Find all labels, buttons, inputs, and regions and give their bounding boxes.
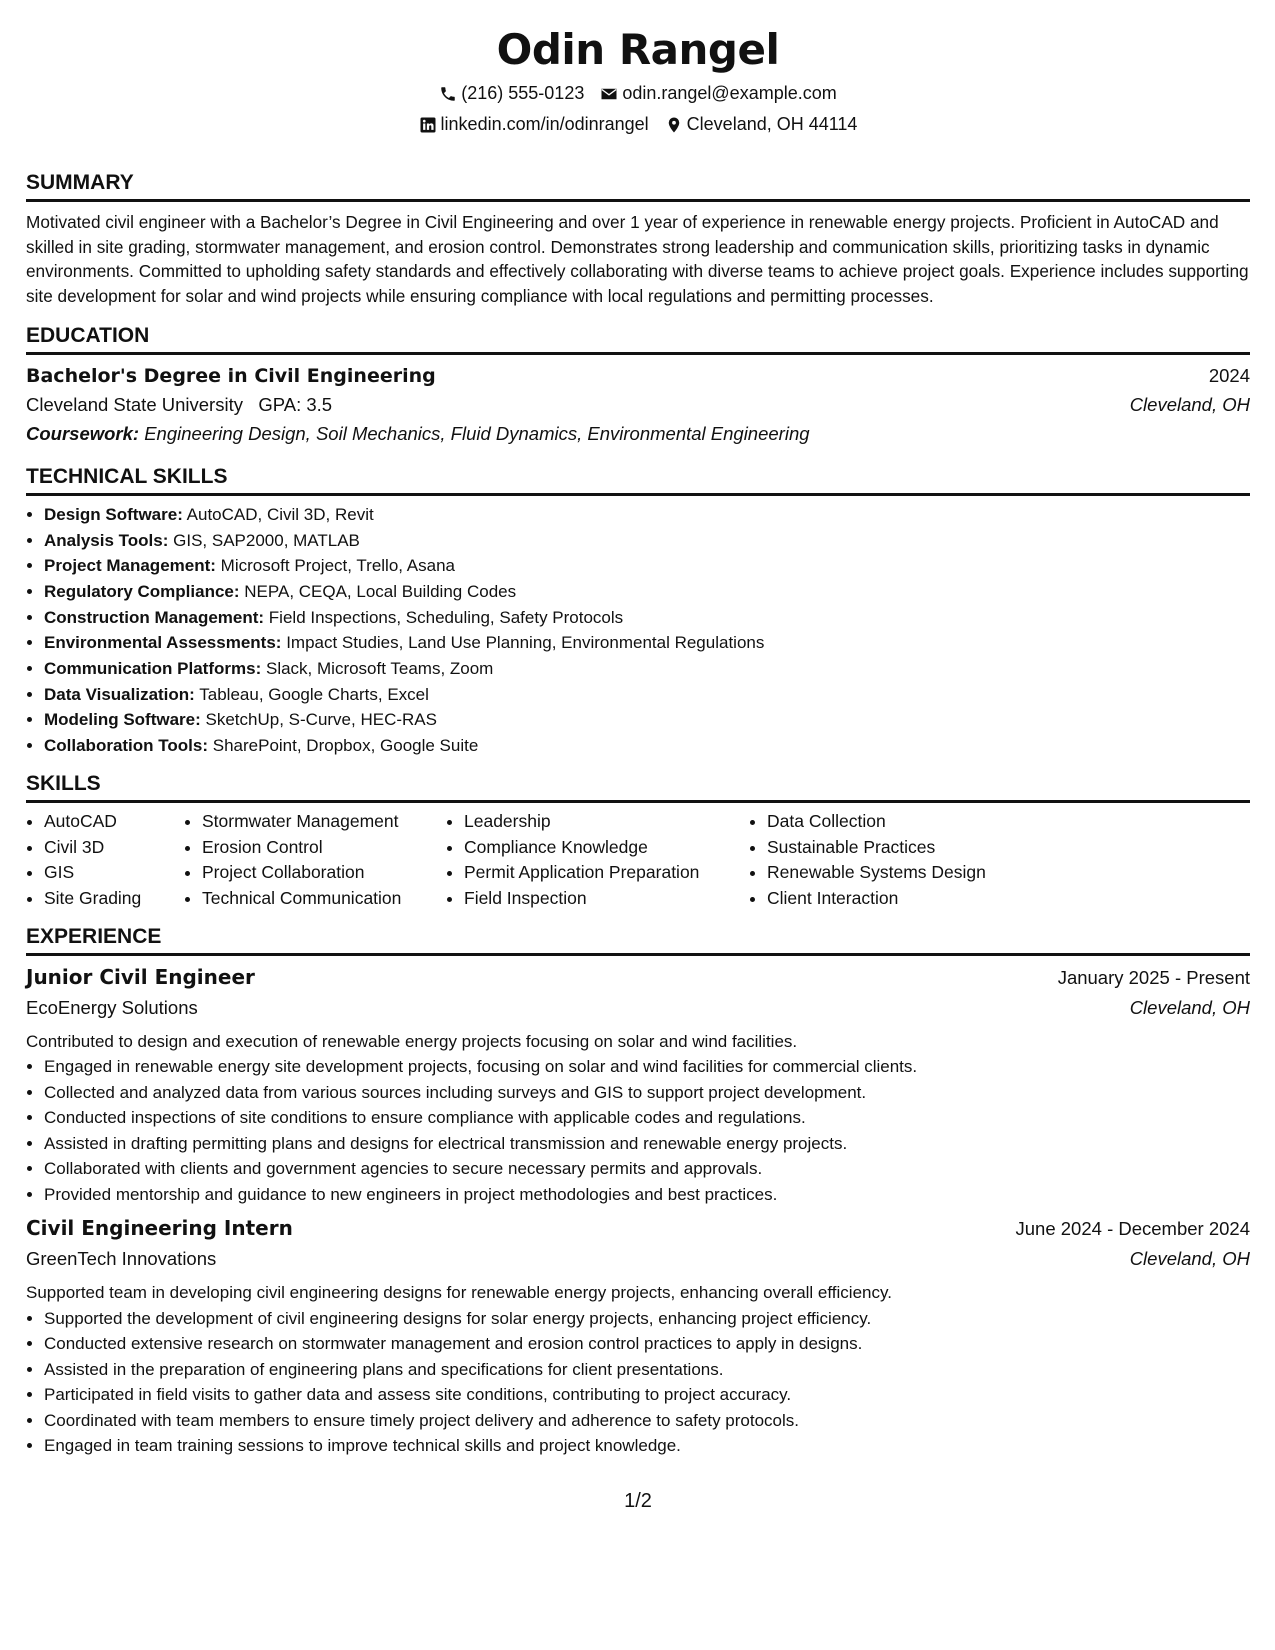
list-item: • Participated in field visits to gather data and assess site conditions, contributing to project accuracy.	[44, 1382, 1250, 1408]
summary-text: Motivated civil engineer with a Bachelor’s Degree in Civil Engineering and over 1 year of experience in renewable energy projects. Proficient in AutoCAD and skilled in site grading, stormwater management, and erosion control. Demonstrates strong leadership and communication skills, prioritizing tasks in dynamic environments. Committed to upholding safety standards and effectively collaborating with diverse teams to achieve project goals. Experience includes supporting site development for solar and wind projects while ensuring compliance with local regulations and permitting processes.	[26, 212, 1249, 307]
skill-values: NEPA, CEQA, Local Building Codes	[244, 581, 517, 601]
email-text: odin.rangel@example.com	[622, 83, 837, 103]
education-heading: EDUCATION	[26, 323, 1250, 355]
skill-category: Design Software:	[44, 504, 183, 524]
skill-category: Communication Platforms:	[44, 659, 262, 679]
technical-skills-list	[26, 502, 1250, 759]
skills-column-3	[446, 809, 749, 912]
job-description: Supported team in developing civil engineering designs for renewable energy projects, enhancing overall efficiency.	[26, 1283, 892, 1303]
education-row-1	[26, 362, 1250, 390]
email-contact[interactable]	[600, 78, 836, 109]
list-item: • Assisted in drafting permitting plans and designs for electrical transmission and renewable energy projects.	[44, 1131, 1250, 1157]
list-item: • Conducted extensive research on stormwater management and erosion control practices to apply in designs.	[44, 1331, 1250, 1357]
skill-category: Data Visualization:	[44, 684, 195, 704]
list-item: • Field Inspection	[464, 886, 749, 912]
list-item: • Engaged in renewable energy site development projects, focusing on solar and wind facilities for commercial clients.	[44, 1054, 1250, 1080]
job-description: Contributed to design and execution of renewable energy projects focusing on solar and wind facilities.	[26, 1031, 798, 1051]
list-item	[44, 656, 1250, 682]
envelope-icon	[600, 85, 618, 103]
location-contact	[665, 109, 858, 140]
coursework-line	[26, 419, 1250, 449]
list-item: • Technical Communication	[202, 886, 446, 912]
list-item: • Project Collaboration	[202, 860, 446, 886]
list-item: • Site Grading	[44, 886, 184, 912]
skill-values: Impact Studies, Land Use Planning, Environmental Regulations	[286, 633, 765, 653]
linkedin-contact[interactable]	[419, 109, 649, 140]
gpa: GPA: 3.5	[258, 393, 333, 415]
job-location: Cleveland, OH	[1129, 996, 1250, 1018]
job-company-row	[26, 993, 1250, 1023]
summary-heading: SUMMARY	[26, 170, 1250, 202]
coursework-label: Coursework:	[26, 422, 140, 444]
skills-column-1	[26, 809, 184, 912]
list-item: • Collaborated with clients and government agencies to secure necessary permits and approvals.	[44, 1156, 1250, 1182]
technical-skills-heading: TECHNICAL SKILLS	[26, 464, 1250, 496]
skill-values: Tableau, Google Charts, Excel	[199, 684, 429, 704]
list-item: • Client Interaction	[767, 886, 1067, 912]
list-item: • Coordinated with team members to ensure timely project delivery and adherence to safety protocols.	[44, 1408, 1250, 1434]
list-item: • Conducted inspections of site conditions to ensure compliance with applicable codes and regulations.	[44, 1105, 1250, 1131]
contact-row-1	[26, 78, 1250, 109]
company-name: EcoEnergy Solutions	[26, 996, 198, 1018]
skill-category: Collaboration Tools:	[44, 736, 209, 756]
skills-column-2	[184, 809, 446, 912]
education-row-2	[26, 390, 1250, 419]
job-bullets	[26, 1054, 1250, 1207]
candidate-name: Odin Rangel	[496, 25, 780, 74]
list-item: • Erosion Control	[202, 835, 446, 861]
job-company-row	[26, 1244, 1250, 1274]
skill-values: SharePoint, Dropbox, Google Suite	[212, 736, 479, 756]
company-name: GreenTech Innovations	[26, 1248, 217, 1270]
list-item: • Civil 3D	[44, 835, 184, 861]
skill-values: SketchUp, S-Curve, HEC-RAS	[205, 710, 437, 730]
experience-heading: EXPERIENCE	[26, 924, 1250, 956]
school-name: Cleveland State University	[26, 393, 243, 415]
list-item: • Engaged in team training sessions to improve technical skills and project knowledge.	[44, 1433, 1250, 1459]
job-dates: June 2024 - December 2024	[1015, 1218, 1250, 1240]
skill-category: Environmental Assessments:	[44, 633, 282, 653]
list-item: • Supported the development of civil engineering designs for solar energy projects, enhancing project efficiency.	[44, 1306, 1250, 1332]
phone-text: (216) 555-0123	[461, 83, 585, 103]
list-item: • AutoCAD	[44, 809, 184, 835]
skill-values: GIS, SAP2000, MATLAB	[173, 530, 360, 550]
job-location: Cleveland, OH	[1129, 1248, 1250, 1270]
job-bullets	[26, 1306, 1250, 1459]
phone-contact	[439, 78, 584, 109]
job-title: Junior Civil Engineer	[26, 964, 255, 989]
skill-category: Regulatory Compliance:	[44, 581, 240, 601]
list-item: • Data Collection	[767, 809, 1067, 835]
page-number: 1/2	[624, 1490, 652, 1512]
job-dates: January 2025 - Present	[1057, 966, 1250, 988]
map-pin-icon	[665, 116, 683, 134]
skill-values: Slack, Microsoft Teams, Zoom	[265, 659, 494, 679]
skills-heading: SKILLS	[26, 771, 1250, 803]
list-item	[44, 579, 1250, 605]
contact-row-2	[26, 109, 1250, 140]
list-item: • Provided mentorship and guidance to new engineers in project methodologies and best practices.	[44, 1182, 1250, 1208]
degree: Bachelor's Degree in Civil Engineering	[26, 364, 436, 387]
list-item: • Assisted in the preparation of engineering plans and specifications for client presentations.	[44, 1357, 1250, 1383]
skill-category: Project Management:	[44, 556, 216, 576]
list-item: • Renewable Systems Design	[767, 860, 1067, 886]
list-item	[44, 528, 1250, 554]
list-item: • Collected and analyzed data from various sources including surveys and GIS to support project development.	[44, 1080, 1250, 1106]
list-item	[44, 733, 1250, 759]
job-entry-2	[26, 1213, 1250, 1459]
list-item	[44, 707, 1250, 733]
skill-category: Modeling Software:	[44, 710, 201, 730]
skill-category: Construction Management:	[44, 607, 265, 627]
list-item: • Stormwater Management	[202, 809, 446, 835]
skill-values: AutoCAD, Civil 3D, Revit	[186, 504, 374, 524]
list-item: • Leadership	[464, 809, 749, 835]
job-title: Civil Engineering Intern	[26, 1216, 293, 1241]
skill-values: Field Inspections, Scheduling, Safety Protocols	[268, 607, 624, 627]
list-item	[44, 605, 1250, 631]
job-header-row	[26, 1213, 1250, 1244]
linkedin-icon	[419, 116, 437, 134]
list-item: • Permit Application Preparation	[464, 860, 749, 886]
job-entry-1	[26, 962, 1250, 1208]
list-item: • GIS	[44, 860, 184, 886]
list-item	[44, 502, 1250, 528]
resume-page	[26, 0, 1250, 1650]
skill-values: Microsoft Project, Trello, Asana	[220, 556, 455, 576]
school-location: Cleveland, OH	[1129, 393, 1250, 415]
list-item	[44, 553, 1250, 579]
list-item	[44, 682, 1250, 708]
education-entry	[26, 362, 1250, 449]
graduation-year: 2024	[1208, 364, 1250, 386]
phone-icon	[439, 85, 457, 103]
skills-grid	[26, 809, 1250, 912]
list-item	[44, 630, 1250, 656]
skills-column-4	[749, 809, 1067, 912]
job-header-row	[26, 962, 1250, 993]
coursework-list: Engineering Design, Soil Mechanics, Fluid Dynamics, Environmental Engineering	[144, 422, 810, 444]
list-item: • Sustainable Practices	[767, 835, 1067, 861]
linkedin-text: linkedin.com/in/odinrangel	[440, 114, 649, 134]
list-item: • Compliance Knowledge	[464, 835, 749, 861]
school-and-gpa	[26, 390, 332, 419]
skill-category: Analysis Tools:	[44, 530, 169, 550]
location-text: Cleveland, OH 44114	[686, 114, 858, 134]
